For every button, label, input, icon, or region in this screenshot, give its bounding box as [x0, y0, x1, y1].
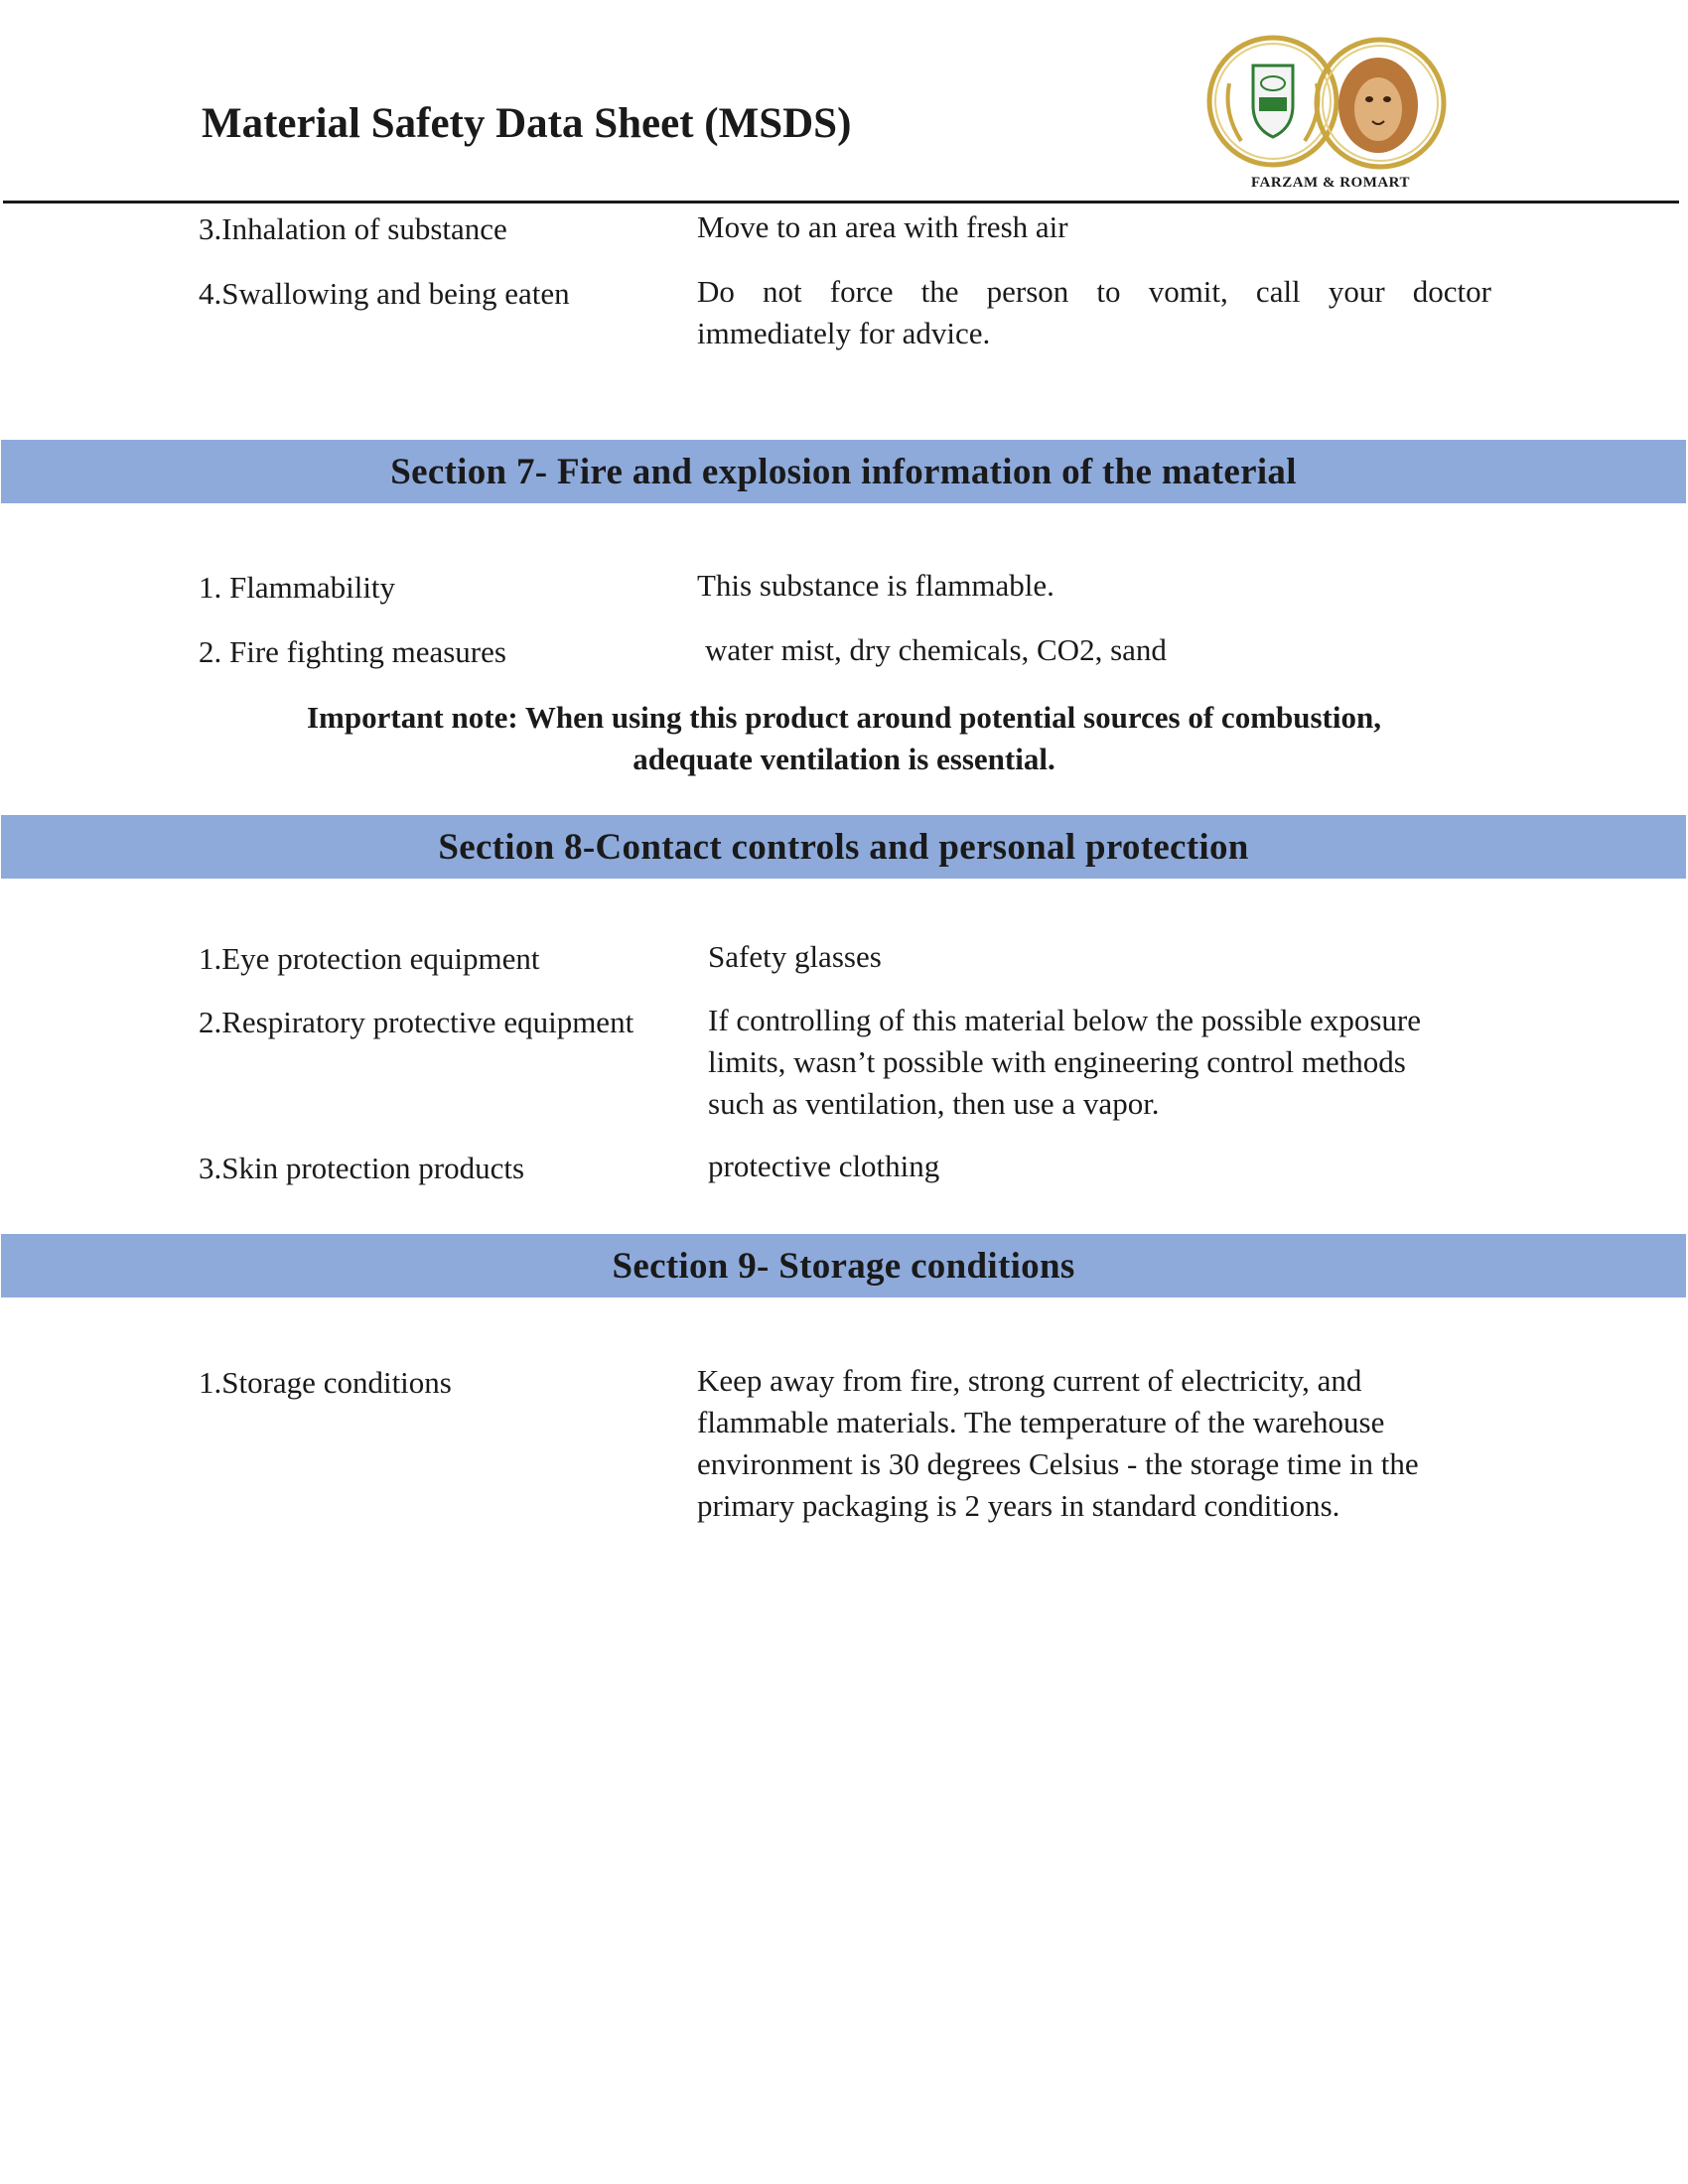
- storage-value-line-4: primary packaging is 2 years in standard conditions.: [697, 1488, 1340, 1523]
- storage-value-line-2: flammable materials. The temperature of the warehouse: [697, 1405, 1385, 1439]
- storage-value-line-1: Keep away from fire, strong current of electricity, and: [697, 1363, 1362, 1398]
- logo-caption: FARZAM & ROMART: [1250, 175, 1410, 191]
- respiratory-value-line-1: If controlling of this material below the possible exposure: [708, 1003, 1421, 1037]
- inhalation-label: 3.Inhalation of substance: [199, 211, 507, 246]
- important-note-line-1: Important note: When using this product around potential sources of combustion,: [306, 700, 1381, 735]
- header-divider: [3, 201, 1679, 204]
- flammability-label: 1. Flammability: [199, 570, 396, 605]
- skin-protection-value: protective clothing: [708, 1149, 940, 1183]
- section-8-heading: Section 8-Contact controls and personal protection: [1, 815, 1686, 879]
- respiratory-protection-label: 2.Respiratory protective equipment: [199, 1005, 634, 1039]
- flammability-value: This substance is flammable.: [697, 568, 1055, 603]
- page-title: Material Safety Data Sheet (MSDS): [202, 100, 852, 147]
- logo-emblem-icon: [1201, 14, 1460, 198]
- eye-protection-value: Safety glasses: [708, 939, 882, 974]
- respiratory-value-line-3: such as ventilation, then use a vapor.: [708, 1086, 1160, 1121]
- inhalation-value: Move to an area with fresh air: [697, 209, 1068, 244]
- respiratory-value-line-2: limits, wasn’t possible with engineering control methods: [708, 1044, 1406, 1079]
- important-note-line-2: adequate ventilation is essential.: [633, 742, 1055, 776]
- section-7-heading: Section 7- Fire and explosion information of the material: [1, 440, 1686, 503]
- firefighting-value: water mist, dry chemicals, CO2, sand: [705, 632, 1167, 667]
- storage-conditions-label: 1.Storage conditions: [199, 1365, 452, 1400]
- swallowing-value-line-1: Do not force the person to vomit, call your doctor: [697, 274, 1491, 309]
- section-9-heading: Section 9- Storage conditions: [1, 1234, 1686, 1297]
- swallowing-label: 4.Swallowing and being eaten: [199, 276, 570, 311]
- storage-value-line-3: environment is 30 degrees Celsius - the storage time in the: [697, 1446, 1419, 1481]
- eye-protection-label: 1.Eye protection equipment: [199, 941, 540, 976]
- swallowing-value-line-2: immediately for advice.: [697, 316, 991, 350]
- company-logo: [1201, 14, 1460, 198]
- important-note: [199, 697, 1489, 780]
- skin-protection-label: 3.Skin protection products: [199, 1151, 525, 1185]
- firefighting-label: 2. Fire fighting measures: [199, 634, 506, 669]
